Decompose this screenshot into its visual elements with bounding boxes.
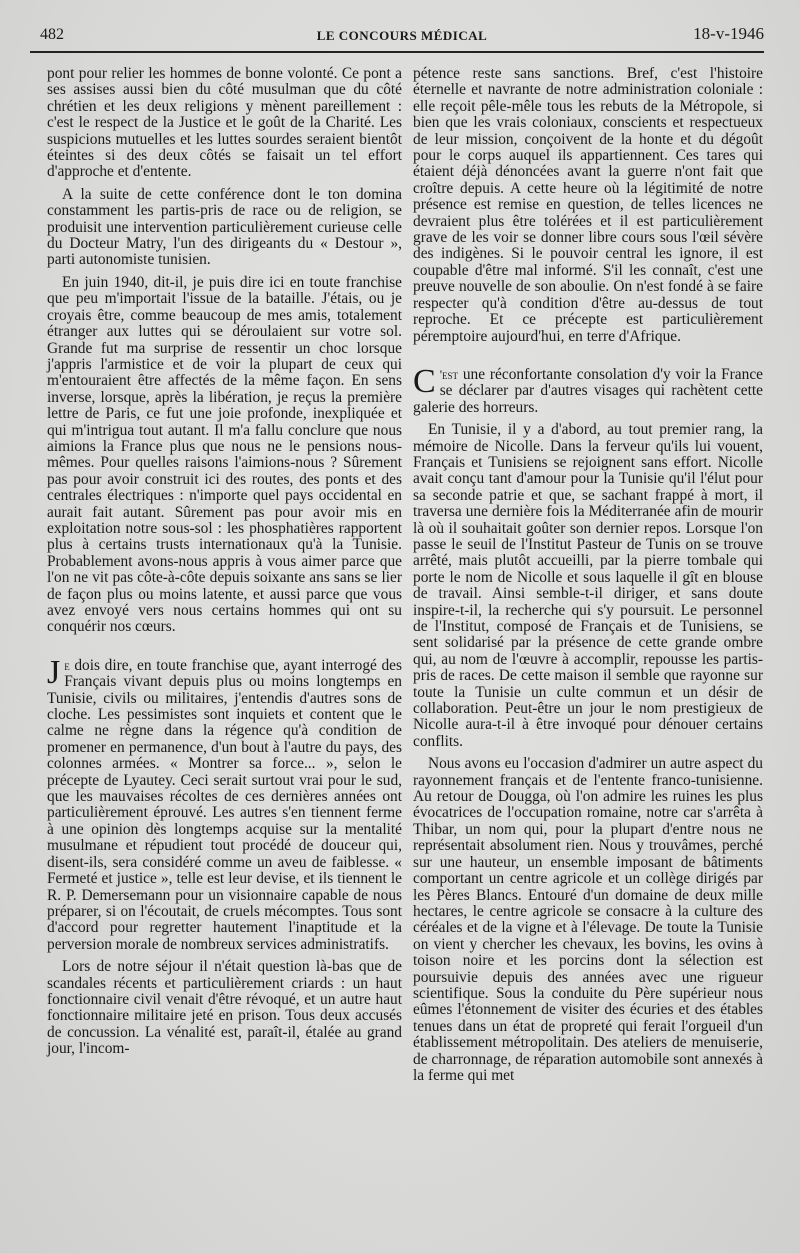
paragraph: Nous avons eu l'occasion d'admirer un autre aspect du rayonnement français et de l'entente franco-tunisienne. Au retour de Dougga, où l'on admire les ruines les plus évocatrices de l'occupation romaine, notre car s'arrêta à Thibar, un nom qui, pour la plupart d'entre nous ne représentait absolument rien. Nous y trouvâmes, perché sur une hauteur, un ensemble imposant de bâtiments comportant un centre agricole et un collège dirigés par les Pères Blancs. Entouré d'un domaine de deux mille hectares, le centre agricole se consacre à la culture des céréales et de la vigne et à l'élevage. De toute la Tunisie on vient y chercher les chevaux, les bovins, les ovins à toison noire et les porcins dont la sélection est poursuivie depuis des années avec une rigueur scientifique. Sous la conduite du Père supérieur nous eûmes l'étonnement de visiter des écuries et des étables tenues dans un état de propreté qui ferait l'orgueil d'un établissement métropolitain. Des ateliers de menuiserie, de charronnage, de réparation automobile sont annexés à la ferme qui met xyxy=(413,755,763,1084)
right-column xyxy=(413,66,763,1084)
journal-title: LE CONCOURS MÉDICAL xyxy=(316,28,488,43)
section-paragraph xyxy=(47,653,402,953)
paragraph-text: une réconfortante consolation d'y voir la France se déclarer par d'autres visages qui rachètent cette galerie des horreurs. xyxy=(413,365,763,416)
paragraph: Lors de notre séjour il n'était question là-bas que de scandales récents et particulièrement criards : un haut fonctionnaire civil venait d'être révoqué, et un autre haut fonctionnaire militaire jeté en prison. Tous deux accusés de concussion. La vénalité est, paraît-il, étalée au grand jour, l'incom- xyxy=(47,958,402,1058)
paragraph: En juin 1940, dit-il, je puis dire ici en toute franchise que peu m'importait l'issue de la bataille. J'étais, ou je croyais être, comme beaucoup de mes amis, totalement étranger aux luttes qui se déroulaient sur votre sol. Grande fut ma surprise de ressentir un choc lorsque j'appris l'armistice et de voir la plupart de ceux qui m'entouraient être affectés de la même façon. En sens inverse, lorsque, après la libération, je reçus la première lettre de Paris, ce fut une joie profonde, inexpliquée et qui m'intrigua tout autant. Il m'a fallu conclure que nous aimions la France plus que nous ne le pensions nous-mêmes. Pour quelles raisons l'aimions-nous ? Sûrement pas pour avoir construit ici des routes, des ponts et des centrales électriques : n'importe quel pays occidental en aurait fait autant. Sûrement pas pour avoir mis en exploitation notre sous-sol : les phosphatières rapportent plus à certains trusts internationaux qu'à la Tunisie. Probablement avons-nous appris à vous aimer parce que l'on ne vit pas côte-à-côte depuis soixante ans sans se lier de façon plus ou moins latente, et aussi parce que vous avez envoyé vers nous certains hommes qui ont su conquérir nos cœurs. xyxy=(47,273,402,636)
paragraph: A la suite de cette conférence dont le ton domina constamment les partis-pris de race ou de religion, se produisit une intervention particulièrement curieuse celle du Docteur Matry, l'un des dirigeants du « Destour », parti autonomiste tunisien. xyxy=(47,185,402,269)
paragraph-text: dois dire, en toute franchise que, ayant interrogé des Français vivant depuis plus ou moins longtemps en Tunisie, civils ou militaires, j'entendis d'autres sons de cloche. Les pessimistes sont inquiets et content que le calme ne règne dans la régence qu'à condition de promener en permanence, d'un bout à l'autre du pays, des colonnes armées. « Montrer sa force... », selon le précepte de Lyautey. Ceci serait surtout vrai pour le sud, que les mauvaises récoltes de ces dernières années ont particulièrement éprouvé. Les autres s'en tiennent ferme à une opinion dès longtemps acquise sur la mentalité musulmane et répudient tout procédé de douceur qui, disent-ils, sera considéré comme un aveu de faiblesse. « Fermeté et justice », telle est leur devise, et ils tiennent le R. P. Demersemann pour un visionnaire capable de nous préparer, si on l'écoutait, de cruels mécomptes. Tous sont d'accord pour regretter hautement l'inaptitude et la perversion morale de nombreux services administratifs. xyxy=(47,656,402,953)
drop-cap: C xyxy=(413,362,436,400)
header-rule xyxy=(30,51,764,53)
paragraph: En Tunisie, il y a d'abord, au tout premier rang, la mémoire de Nicolle. Dans la ferveur qu'ils lui vouent, Français et Tunisiens se rejoignent sans effort. Nicolle avait conçu tant d'amour pour la Tunisie qu'il l'élut pour sa seconde patrie et que, se sachant frappé à mort, il traversa une dernière fois la Méditerranée afin de mourir là où il souhaitait goûter son dernier repos. Lorsque l'on passe le seuil de l'Institut Pasteur de Tunis on se trouve arrêté, mais plutôt accueilli, par la pierre tombale qui porte le nom de Nicolle et sous laquelle il gît en blouse de travail. Ainsi semble-t-il diriger, et sans doute inspire-t-il, la recherche qui s'y poursuit. Le personnel de l'Institut, composé de Français et de Tunisiens, se sent solidarisé par la présence de cette grande ombre qui, au nom de l'œuvre à accomplir, repousse les partis-pris de races. De cette maison il semble que rayonne sur toute la Tunisie un culte commun et un désir de collaboration. Peut-être un jour le nom prestigieux de Nicolle aura-t-il à être invoqué pour dénouer certains conflits. xyxy=(413,421,763,750)
issue-date: 18-v-1946 xyxy=(693,24,764,43)
paragraph: pont pour relier les hommes de bonne volonté. Ce pont a ses assises aussi bien du côté musulman que du côté chrétien et les deux religions y mènent pareillement : c'est le respect de la Justice et le goût de la Charité. Les suspicions mutuelles et les luttes sourdes seraient bientôt éteintes si des deux côtés se faisait un tel effort d'approche et d'entente. xyxy=(47,65,402,181)
page-header xyxy=(40,24,764,48)
drop-cap: J xyxy=(47,653,61,691)
small-caps-lead: 'est xyxy=(439,366,459,382)
paragraph: pétence reste sans sanctions. Bref, c'est l'histoire éternelle et navrante de notre administration coloniale : elle reçoit pêle-mêle tous les rebuts de la Métropole, si bien que les vrais coloniaux, conscients et respectueux de leur mission, conçoivent de la honte et du dégoût pour le corps auquel ils appartiennent. Ces tares qui étaient déjà dénoncées avant la guerre n'ont fait que croître depuis. A cette heure où la légitimité de notre présence est remise en question, de telles licences ne devraient plus être tolérées et il est particulièrement grave de les voir se donner libre cours sous l'œil sévère des indigènes. Si le pouvoir central les ignore, il est coupable d'être mal informé. S'il les connaît, c'est une preuve nouvelle de son aboulie. On n'est fondé à se faire respecter qu'à condition d'être au-dessus de tout reproche. Et ce précepte est particulièrement péremptoire aujourd'hui, en terre d'Afrique. xyxy=(413,65,763,345)
left-column xyxy=(47,66,402,1058)
page-number: 482 xyxy=(40,26,64,43)
section-paragraph xyxy=(413,362,763,416)
small-caps-lead: e xyxy=(64,657,70,673)
